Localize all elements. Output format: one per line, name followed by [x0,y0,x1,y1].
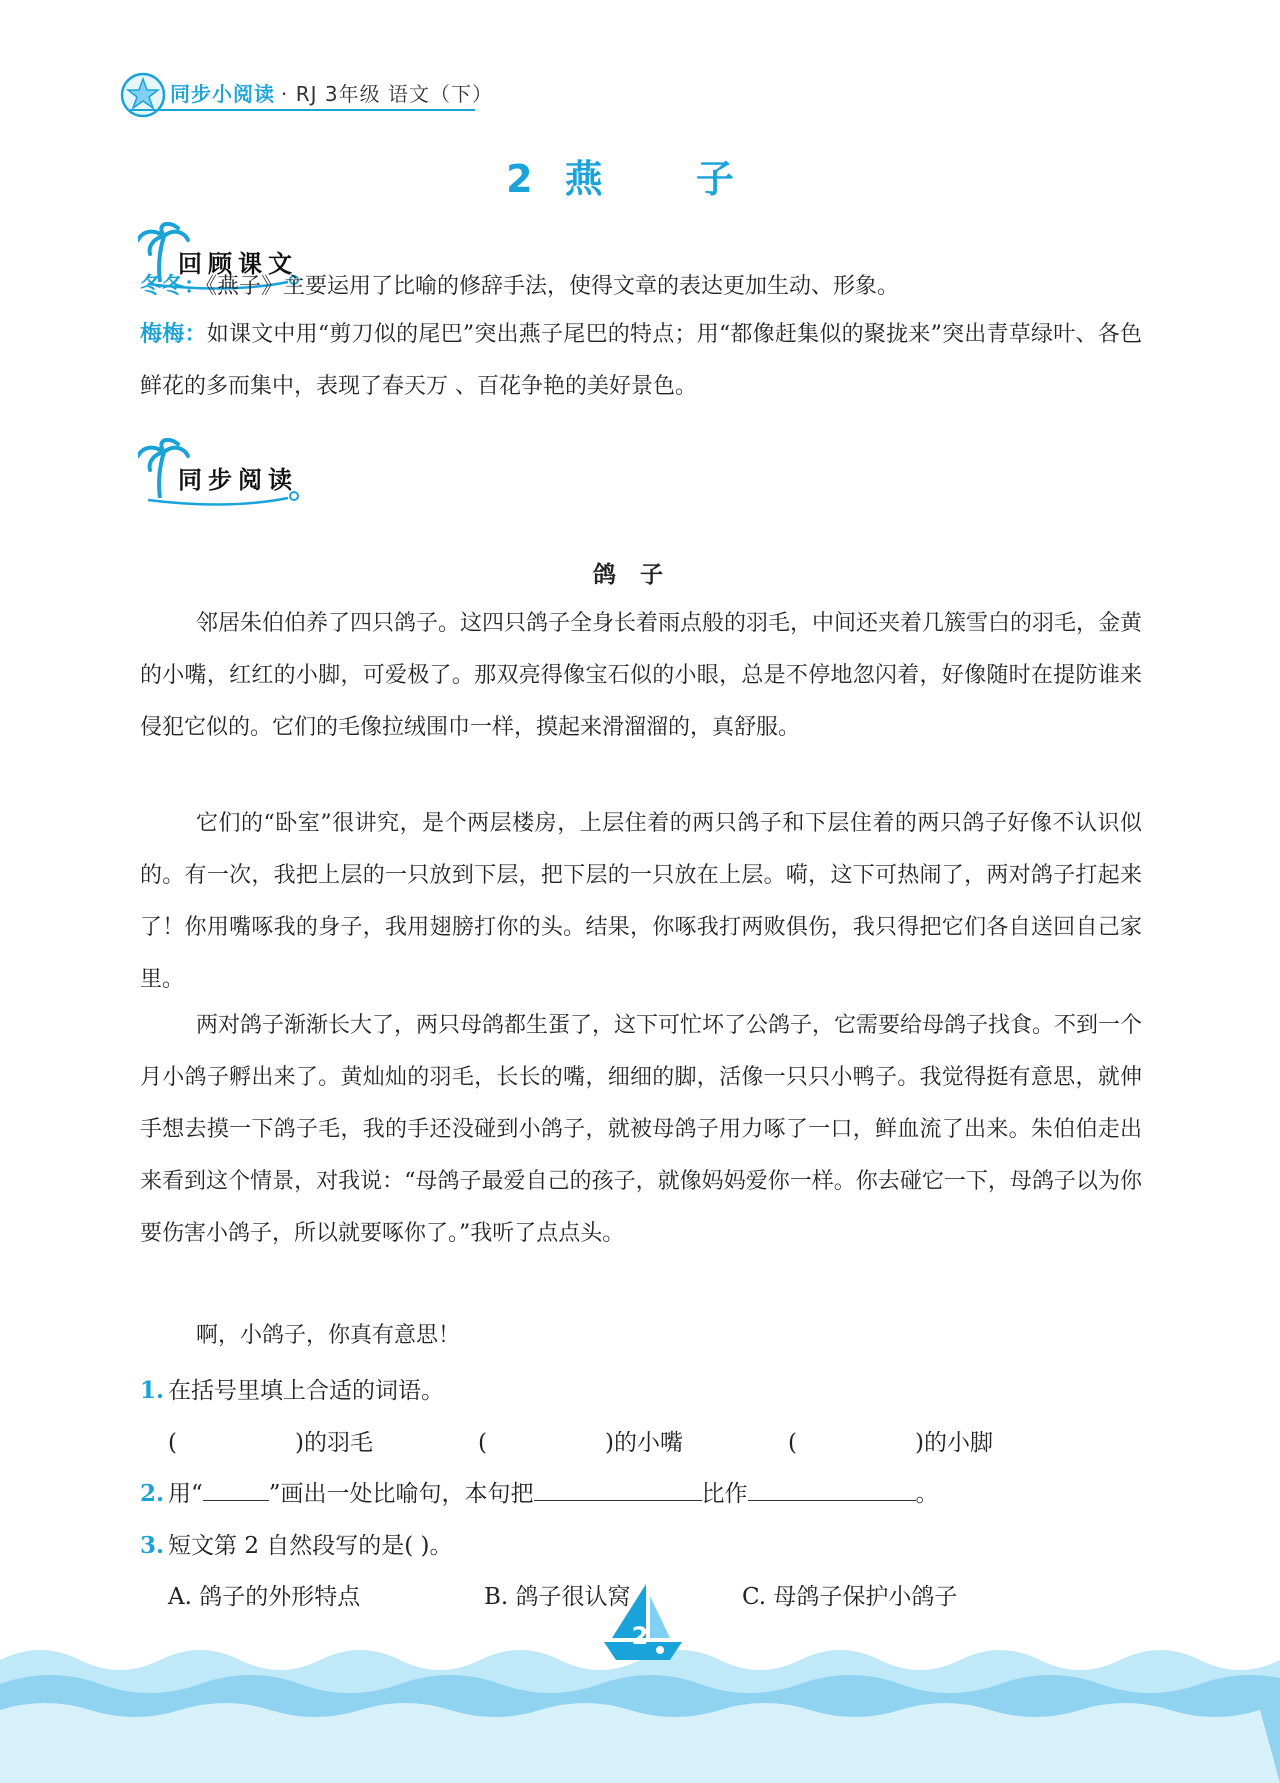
answer-blank-feet[interactable]: ( )的小脚 [788,1430,993,1456]
speaker-text: 如课文中用“剪刀似的尾巴”突出燕子尾巴的特点；用“都像赶集似的聚拢来”突出青草绿叶、各色鲜花的多而集中，表现了春天万 、百花争艳的美好景色。 [140,322,1142,399]
speaker-name: 冬冬： [140,273,207,299]
starfish-logo-icon [120,72,166,118]
header-rule [130,109,475,111]
question-number: 3. [140,1532,165,1559]
story-paragraph-2: 它们的“卧室”很讲究，是个两层楼房，上层住着的两只鸽子和下层住着的两只鸽子好像不认识似的。有一次，我把上层的一只放到下层，把下层的一只放在上层。嗬，这下可热闹了，两对鸽子打起来了！你用嘴啄我的身子，我用翅膀打你的头。结果，你啄我打两败俱伤，我只得把它们各自送回自己家里。 [140,811,1142,992]
story-paragraph-3: 两对鸽子渐渐长大了，两只母鸽都生蛋了，这下可忙坏了公鸽子，它需要给母鸽子找食。不到一个月小鸽子孵出来了。黄灿灿的羽毛，长长的嘴，细细的脚，活像一只只小鸭子。我觉得挺有意思，就伸手想去摸一下鸽子毛，我的手还没碰到小鸽子，就被母鸽子用力啄了一口，鲜血流了出来。朱伯伯走出来看到这个情景，对我说：“母鸽子最爱自己的孩子，就像妈妈爱你一样。你去碰它一下，母鸽子以为你要伤害小鸽子，所以就要啄你了。”我听了点点头。 [140,1013,1143,1246]
lesson-name: 燕 子 [564,157,774,201]
speaker-name: 梅梅： [140,321,207,347]
option-a[interactable]: A. 鸽子的外形特点 [168,1584,361,1610]
line-symbol-blank [203,1480,269,1501]
series-grade: · RJ 3年级 语文（下） [281,82,493,106]
question-2: 2. 用“ ”画出一处比喻句，本句把 比作 。 [140,1480,939,1507]
story-paragraph-1: 邻居朱伯伯养了四只鸽子。这四只鸽子全身长着雨点般的羽毛，中间还夹着几簇雪白的羽毛，金黄的小嘴，红红的小脚，可爱极了。那双亮得像宝石似的小眼，总是不停地忽闪着，好像随时在提防谁来侵犯它似的。它们的毛像拉绒围巾一样，摸起来滑溜溜的，真舒服。 [140,611,1143,740]
review-dongdong [140,260,1142,313]
review-meimei [140,308,1142,413]
lesson-title [0,148,1280,203]
answer-blank-beak[interactable]: ( )的小嘴 [478,1430,683,1456]
question-number: 1. [140,1377,165,1404]
story-paragraph-4: 啊，小鸽子，你真有意思！ [196,1323,461,1348]
question-number: 2. [140,1480,165,1507]
section-title: 同步阅读 [178,466,298,494]
speaker-text: 《燕子》主要运用了比喻的修辞手法，使得文章的表达更加生动、形象。 [206,274,900,299]
answer-blank-feather[interactable]: ( )的羽毛 [168,1430,373,1456]
page-number: 2 [631,1622,649,1650]
section-title: 回顾课文 [178,250,298,278]
series-name: 同步小阅读 [170,82,275,106]
question-3 [140,1527,453,1560]
question-text: 在括号里填上合适的词语。 [168,1378,445,1404]
question-1 [140,1372,444,1405]
answer-blank-object[interactable] [748,1480,916,1501]
series-header [170,78,493,107]
story-title: 鸽子 [593,561,687,588]
answer-blank-subject[interactable] [534,1480,702,1501]
question-text: 短文第 2 自然段写的是( )。 [168,1533,453,1559]
lesson-number: 2 [506,157,539,201]
option-c[interactable]: C. 母鸽子保护小鸽子 [742,1584,958,1610]
option-b[interactable]: B. 鸽子很认窝 [484,1584,631,1610]
section-header-reading [138,438,338,508]
